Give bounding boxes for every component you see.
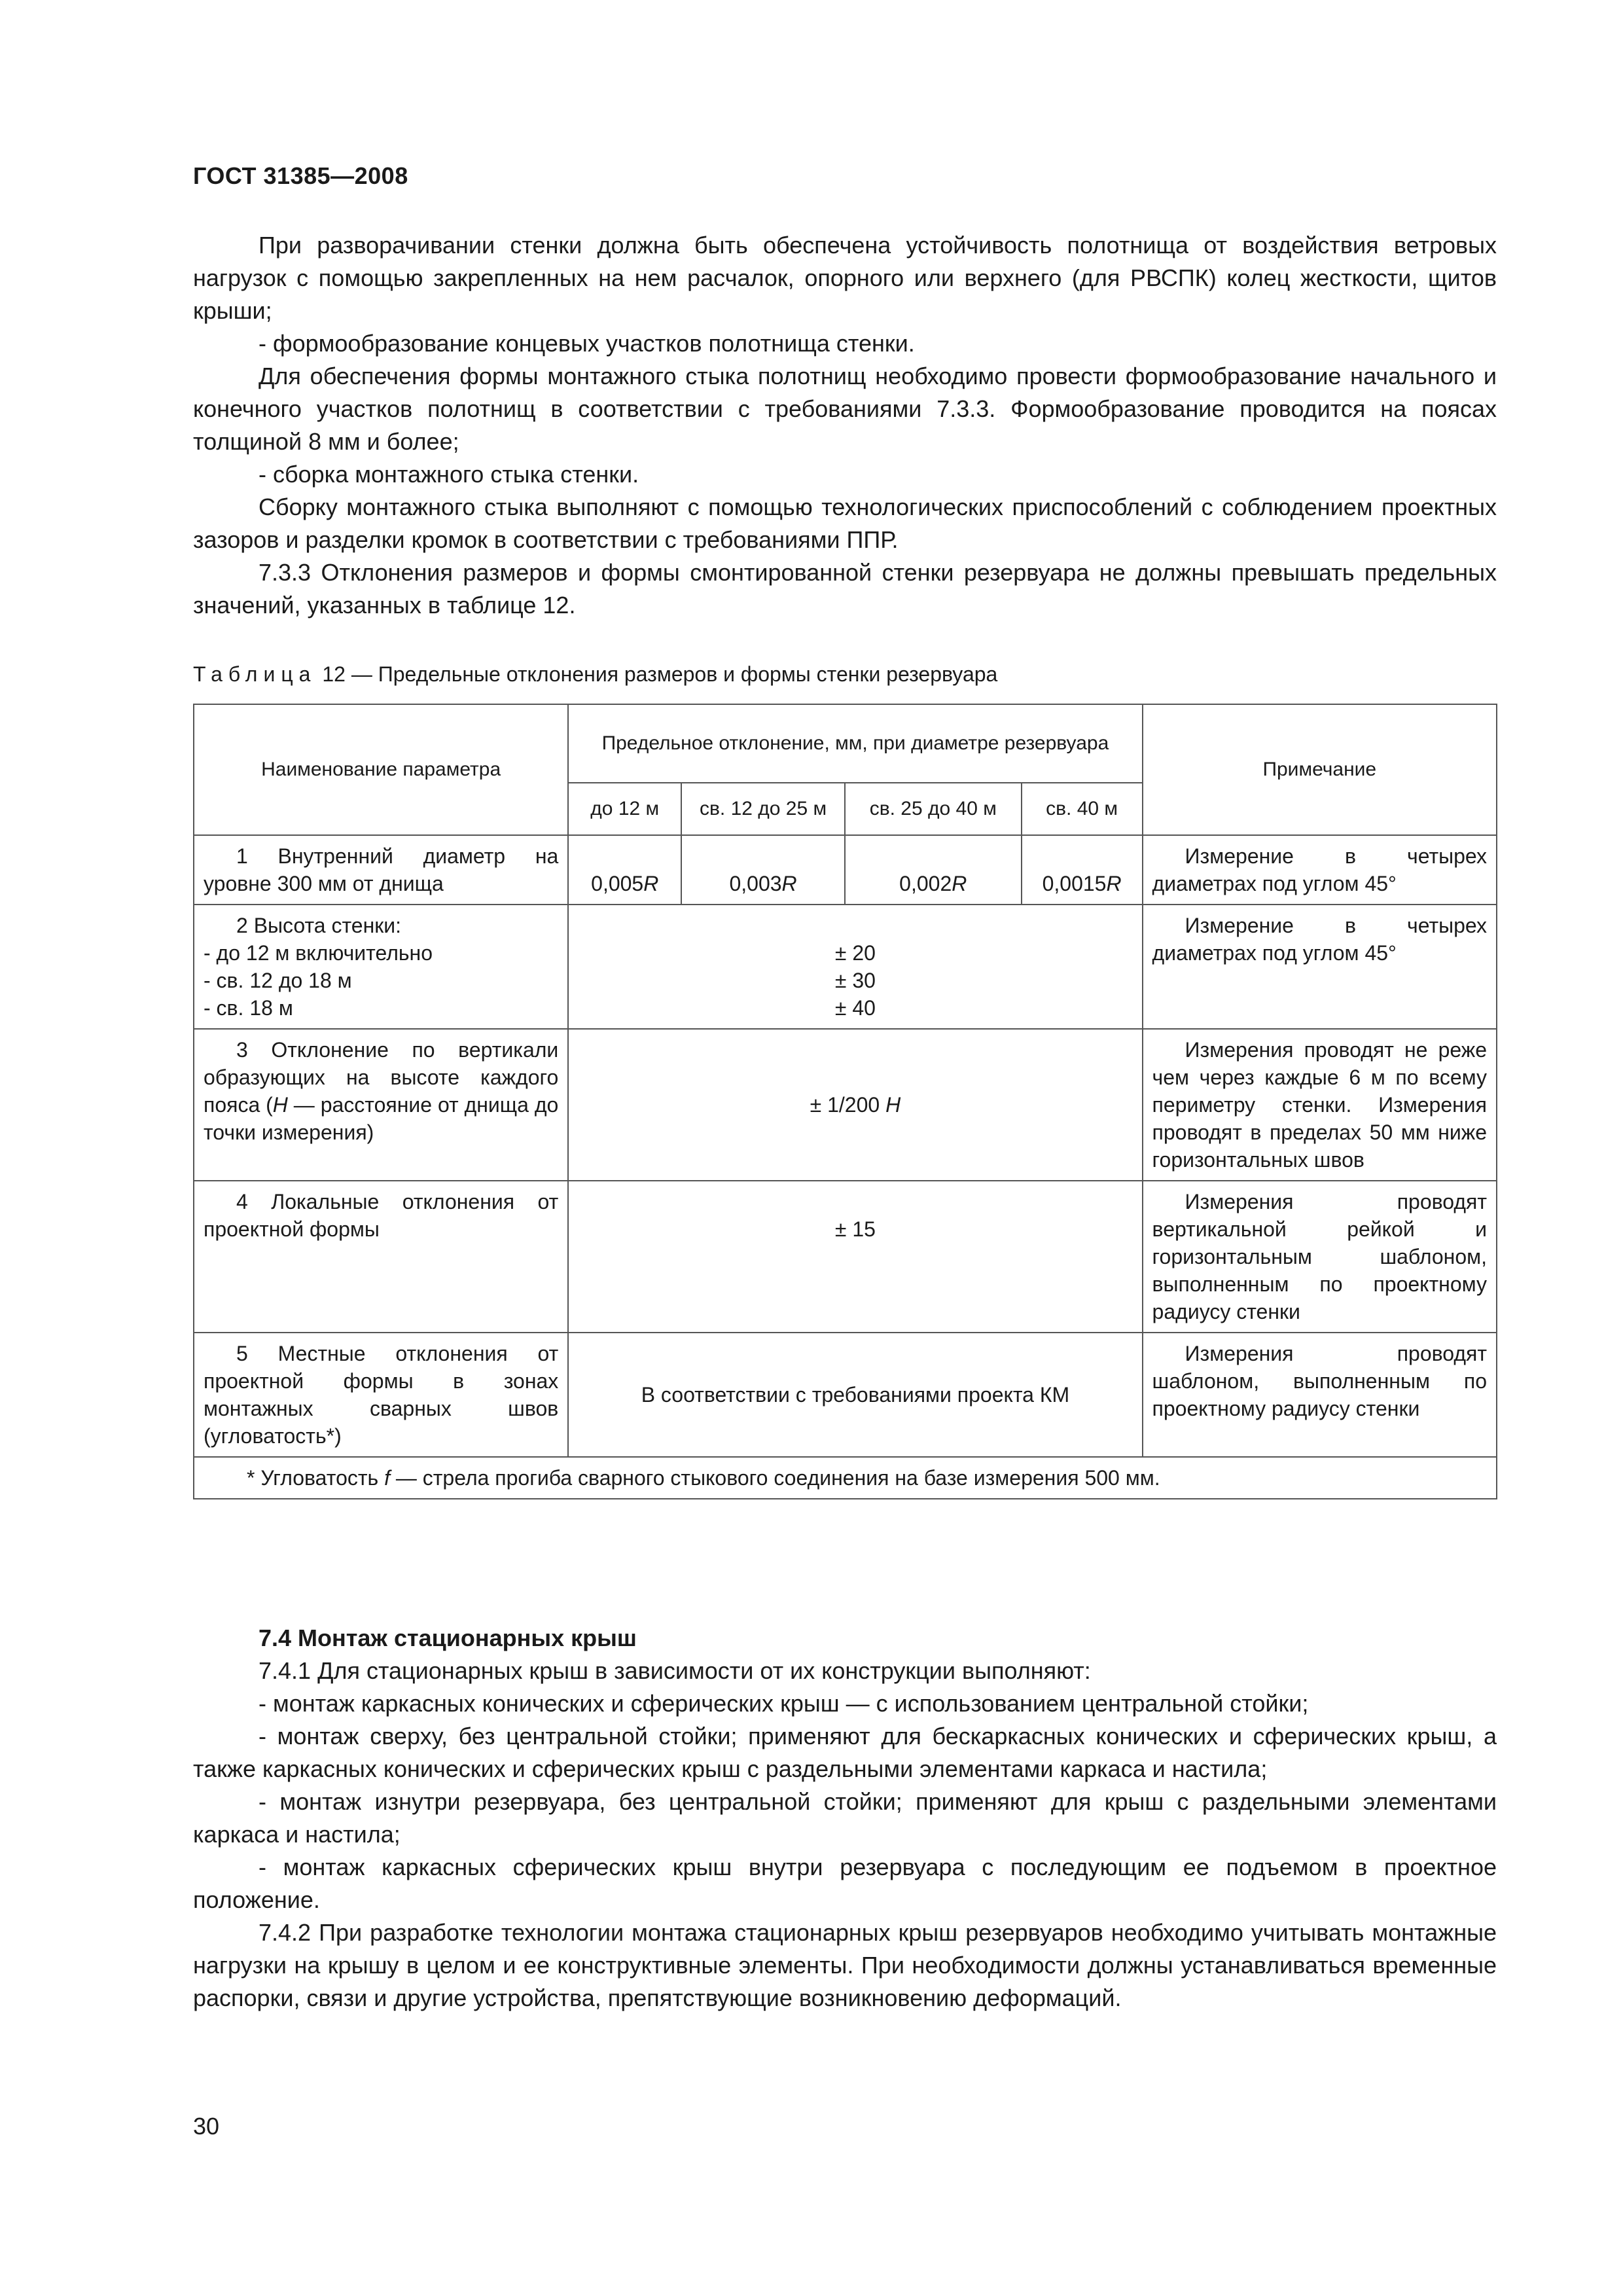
table-row [194, 1181, 1497, 1333]
row2-name: 2 Высота стенки: - до 12 м включительно - св. 12 до 18 м - св. 18 м [194, 905, 568, 1029]
row1-v2: 0,003R [681, 835, 845, 905]
row3-value: ± 1/200 H [568, 1029, 1142, 1181]
header-d1: до 12 м [568, 783, 681, 835]
table-caption-text: 12 — Предельные отклонения размеров и формы стенки резервуара [316, 662, 998, 686]
header-note: Примечание [1143, 704, 1497, 835]
row1-note: Измерение в четырех диаметрах под углом 45° [1143, 835, 1497, 905]
row3-note: Измерения проводят не реже чем через каждые 6 м по всему периметру стенки. Измерения проводят в пределах 50 мм ниже горизонтальных швов [1143, 1029, 1497, 1181]
table-caption [193, 662, 997, 687]
table-footnote-row [194, 1457, 1497, 1499]
paragraph: 7.4.2 При разработке технологии монтажа стационарных крыш резервуаров необходимо учитывать монтажные нагрузки на крышу в целом и ее конструктивные элементы. При необходимости должны устанавливаться временные распорки, связи и другие устройства, препятствующие возникновению деформаций. [193, 1919, 1497, 2011]
deviation-table [193, 704, 1497, 1499]
row5-note: Измерения проводят шаблоном, выполненным по проектному радиусу стенки [1143, 1333, 1497, 1457]
header-deviation: Предельное отклонение, мм, при диаметре резервуара [568, 704, 1142, 783]
row2-note: Измерение в четырех диаметрах под углом 45° [1143, 905, 1497, 1029]
header-d2: св. 12 до 25 м [681, 783, 845, 835]
table-caption-word: Таблица [193, 662, 317, 686]
paragraph: Для обеспечения формы монтажного стыка полотнищ необходимо провести формообразование начального и конечного участков полотнищ в соответствии с требованиями 7.3.3. Формообразование проводится на поясах толщиной 8 мм и более; [193, 363, 1497, 455]
row5-value: В соответствии с требованиями проекта КМ [568, 1333, 1142, 1457]
page-number: 30 [193, 2113, 220, 2140]
row4-note: Измерения проводят вертикальной рейкой и горизонтальным шаблоном, выполненным по проектному радиусу стенки [1143, 1181, 1497, 1333]
row4-name: 4 Локальные отклонения от проектной формы [194, 1181, 568, 1333]
paragraph: 7.4.1 Для стационарных крыш в зависимости от их конструкции выполняют: [259, 1657, 1091, 1684]
header-d4: св. 40 м [1022, 783, 1143, 835]
list-item: - монтаж каркасных сферических крыш внутри резервуара с последующим ее подъемом в проектное положение. [193, 1854, 1497, 1913]
row2-values: ± 20 ± 30 ± 40 [568, 905, 1142, 1029]
row5-name: 5 Местные отклонения от проектной формы в зонах монтажных сварных швов (угловатость*) [194, 1333, 568, 1457]
table-row [194, 835, 1497, 905]
row1-name: 1 Внутренний диаметр на уровне 300 мм от днища [194, 835, 568, 905]
table-row [194, 1029, 1497, 1181]
header-param: Наименование параметра [194, 704, 568, 835]
header-d3: св. 25 до 40 м [845, 783, 1022, 835]
list-item: - монтаж сверху, без центральной стойки; применяют для бескаркасных конических и сферических крыш, а также каркасных конических и сферических крыш с раздельными элементами каркаса и настила; [193, 1723, 1497, 1782]
paragraph: 7.3.3 Отклонения размеров и формы смонтированной стенки резервуара не должны превышать предельных значений, указанных в таблице 12. [193, 559, 1497, 619]
table-row [194, 905, 1497, 1029]
intro-text [193, 229, 1497, 622]
section-7-4 [193, 1622, 1497, 2015]
document-header: ГОСТ 31385—2008 [193, 162, 408, 189]
paragraph: При разворачивании стенки должна быть обеспечена устойчивость полотнища от воздействия ветровых нагрузок с помощью закрепленных на нем расчалок, опорного или верхнего (для РВСПК) колец жесткости, щитов крыши; [193, 232, 1497, 324]
list-item: - формообразование концевых участков полотнища стенки. [259, 330, 915, 357]
list-item: - монтаж изнутри резервуара, без центральной стойки; применяют для крыш с раздельными элементами каркаса и настила; [193, 1788, 1497, 1848]
table-footnote: * Угловатость f — стрела прогиба сварного стыкового соединения на базе измерения 500 мм. [194, 1457, 1497, 1499]
table-row [194, 1333, 1497, 1457]
row1-v4: 0,0015R [1022, 835, 1143, 905]
section-title: 7.4 Монтаж стационарных крыш [259, 1624, 637, 1651]
list-item: - сборка монтажного стыка стенки. [259, 461, 639, 488]
row3-name: 3 Отклонение по вертикали образующих на высоте каждого пояса (H — расстояние от днища до точки измерения) [194, 1029, 568, 1181]
paragraph: Сборку монтажного стыка выполняют с помощью технологических приспособлений с соблюдением проектных зазоров и разделки кромок в соответствии с требованиями ППР. [193, 493, 1497, 553]
row4-value: ± 15 [568, 1181, 1142, 1333]
row1-v3: 0,002R [845, 835, 1022, 905]
list-item: - монтаж каркасных конических и сферических крыш — с использованием центральной стойки; [259, 1690, 1309, 1717]
row1-v1: 0,005R [568, 835, 681, 905]
